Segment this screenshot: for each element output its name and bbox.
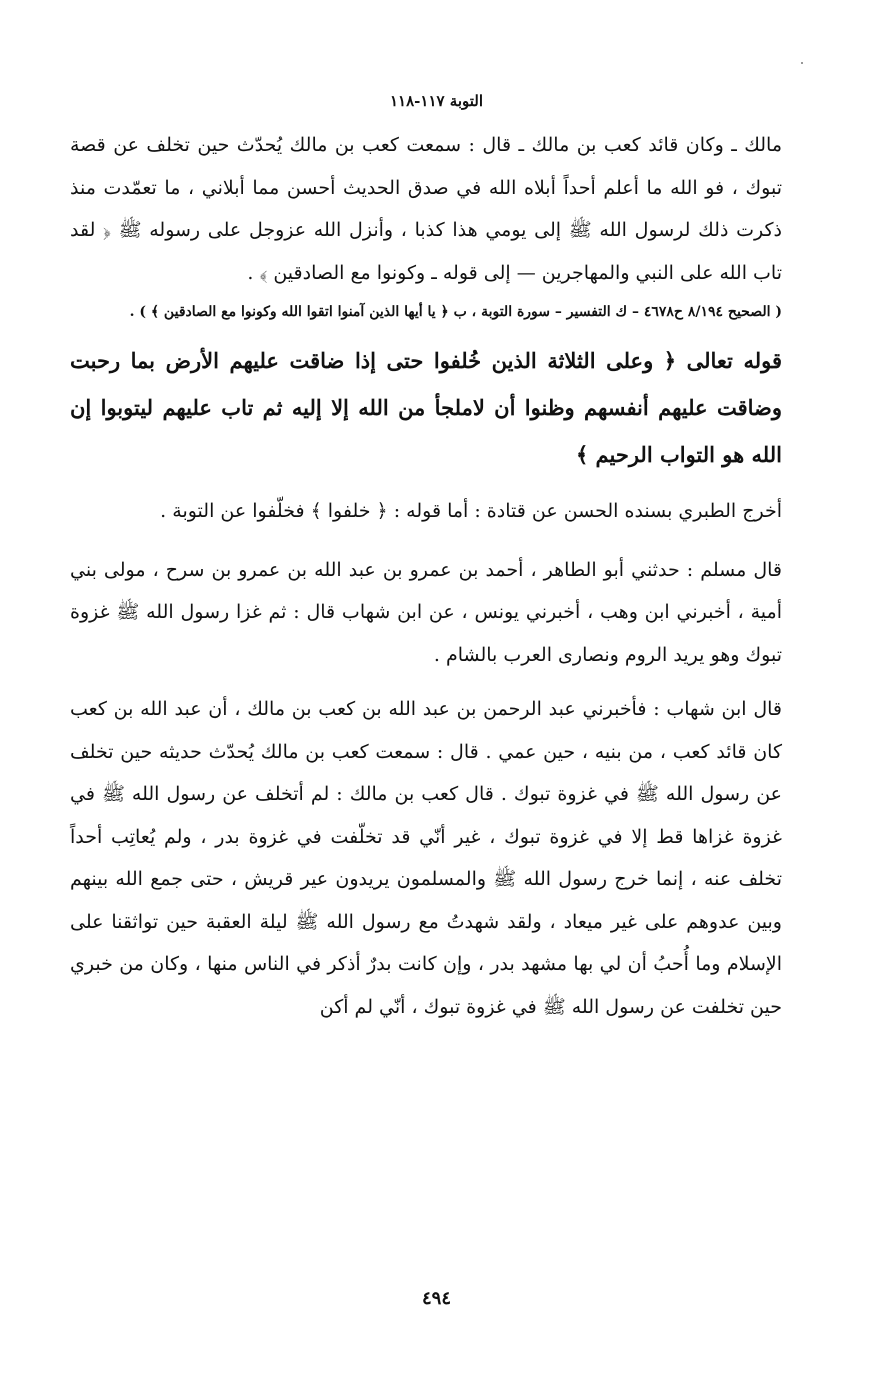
paragraph-ibn-shihab: قال ابن شهاب : فأخبرني عبد الرحمن بن عبد الله بن كعب بن مالك ، أن عبد الله بن كعب كان قائد كعب ، من بنيه ، حين عمي . قال : سمعت كعب بن مالك يُحدّث حديثه حين تخلف عن رسول الله ﷺ في غزوة تبوك . قال كعب بن مالك : لم أتخلف عن رسول الله ﷺ في غزوة غزاها قط إلا في غزوة تبوك ، غير أنّي قد تخلّفت في غزوة بدر ، ولم يُعاتِب أحداً تخلف عنه ، إنما خرج رسول الله ﷺ والمسلمون يريدون عير قريش ، حتى جمع الله بينهم وبين عدوهم على غير ميعاد ، ولقد شهدتُ مع رسول الله ﷺ ليلة العقبة حين تواثقنا على الإسلام وما أُحبُ أن لي بها مشهد بدر ، وإن كانت بدرٌ أذكر في الناس منها ، وكان من خبري حين تخلفت عن رسول الله ﷺ في غزوة تبوك ، أنّي لم أكن [70, 698, 782, 1018]
running-header: التوبة ١١٧-١١٨ [389, 92, 484, 110]
page-body [70, 124, 782, 1028]
paragraph-muslim: قال مسلم : حدثني أبو الطاهر ، أحمد بن عمرو بن عبد الله بن عمرو بن سرح ، مولى بني أمية ، أخبرني ابن وهب ، أخبرني يونس ، عن ابن شهاب قال : ثم غزا رسول الله ﷺ غزوة تبوك وهو يريد الروم ونصارى العرب بالشام . [70, 558, 782, 666]
quran-verse-heading: قوله تعالى ﴿ وعلى الثلاثة الذين خُلفوا حتى إذا ضاقت عليهم الأرض بما رحبت وضاقت عليهم أنفسهم وظنوا أن لاملجأ من الله إلا إليه ثم تاب عليهم ليتوبوا إن الله هو التواب الرحيم ﴾ [70, 348, 782, 467]
scan-speck [801, 62, 803, 64]
page-number: ٤٩٤ [421, 1288, 451, 1309]
paragraph-tabari: أخرج الطبري بسنده الحسن عن قتادة : أما قوله : ﴿ خلفوا ﴾ فخلّفوا عن التوبة . [160, 500, 782, 522]
source-reference: ( الصحيح ٨/١٩٤ ح٤٦٧٨ – ك التفسير – سورة التوبة ، ب ﴿ يا أيها الذين آمنوا اتقوا الله وكونوا مع الصادقين ﴾ ) . [129, 304, 782, 320]
paragraph-hadith-continuation: مالك ـ وكان قائد كعب بن مالك ـ قال : سمعت كعب بن مالك يُحدّث حين تخلف عن قصة تبوك ، فو الله ما أعلم أحداً أبلاه الله في صدق الحديث أحسن مما أبلاني ، ما تعمّدت منذ ذكرت ذلك لرسول الله ﷺ إلى يومي هذا كذبا ، وأنزل الله عزوجل على رسوله ﷺ ﴿ لقد تاب الله على النبي والمهاجرين — إلى قوله ـ وكونوا مع الصادقين ﴾ . [70, 134, 782, 284]
